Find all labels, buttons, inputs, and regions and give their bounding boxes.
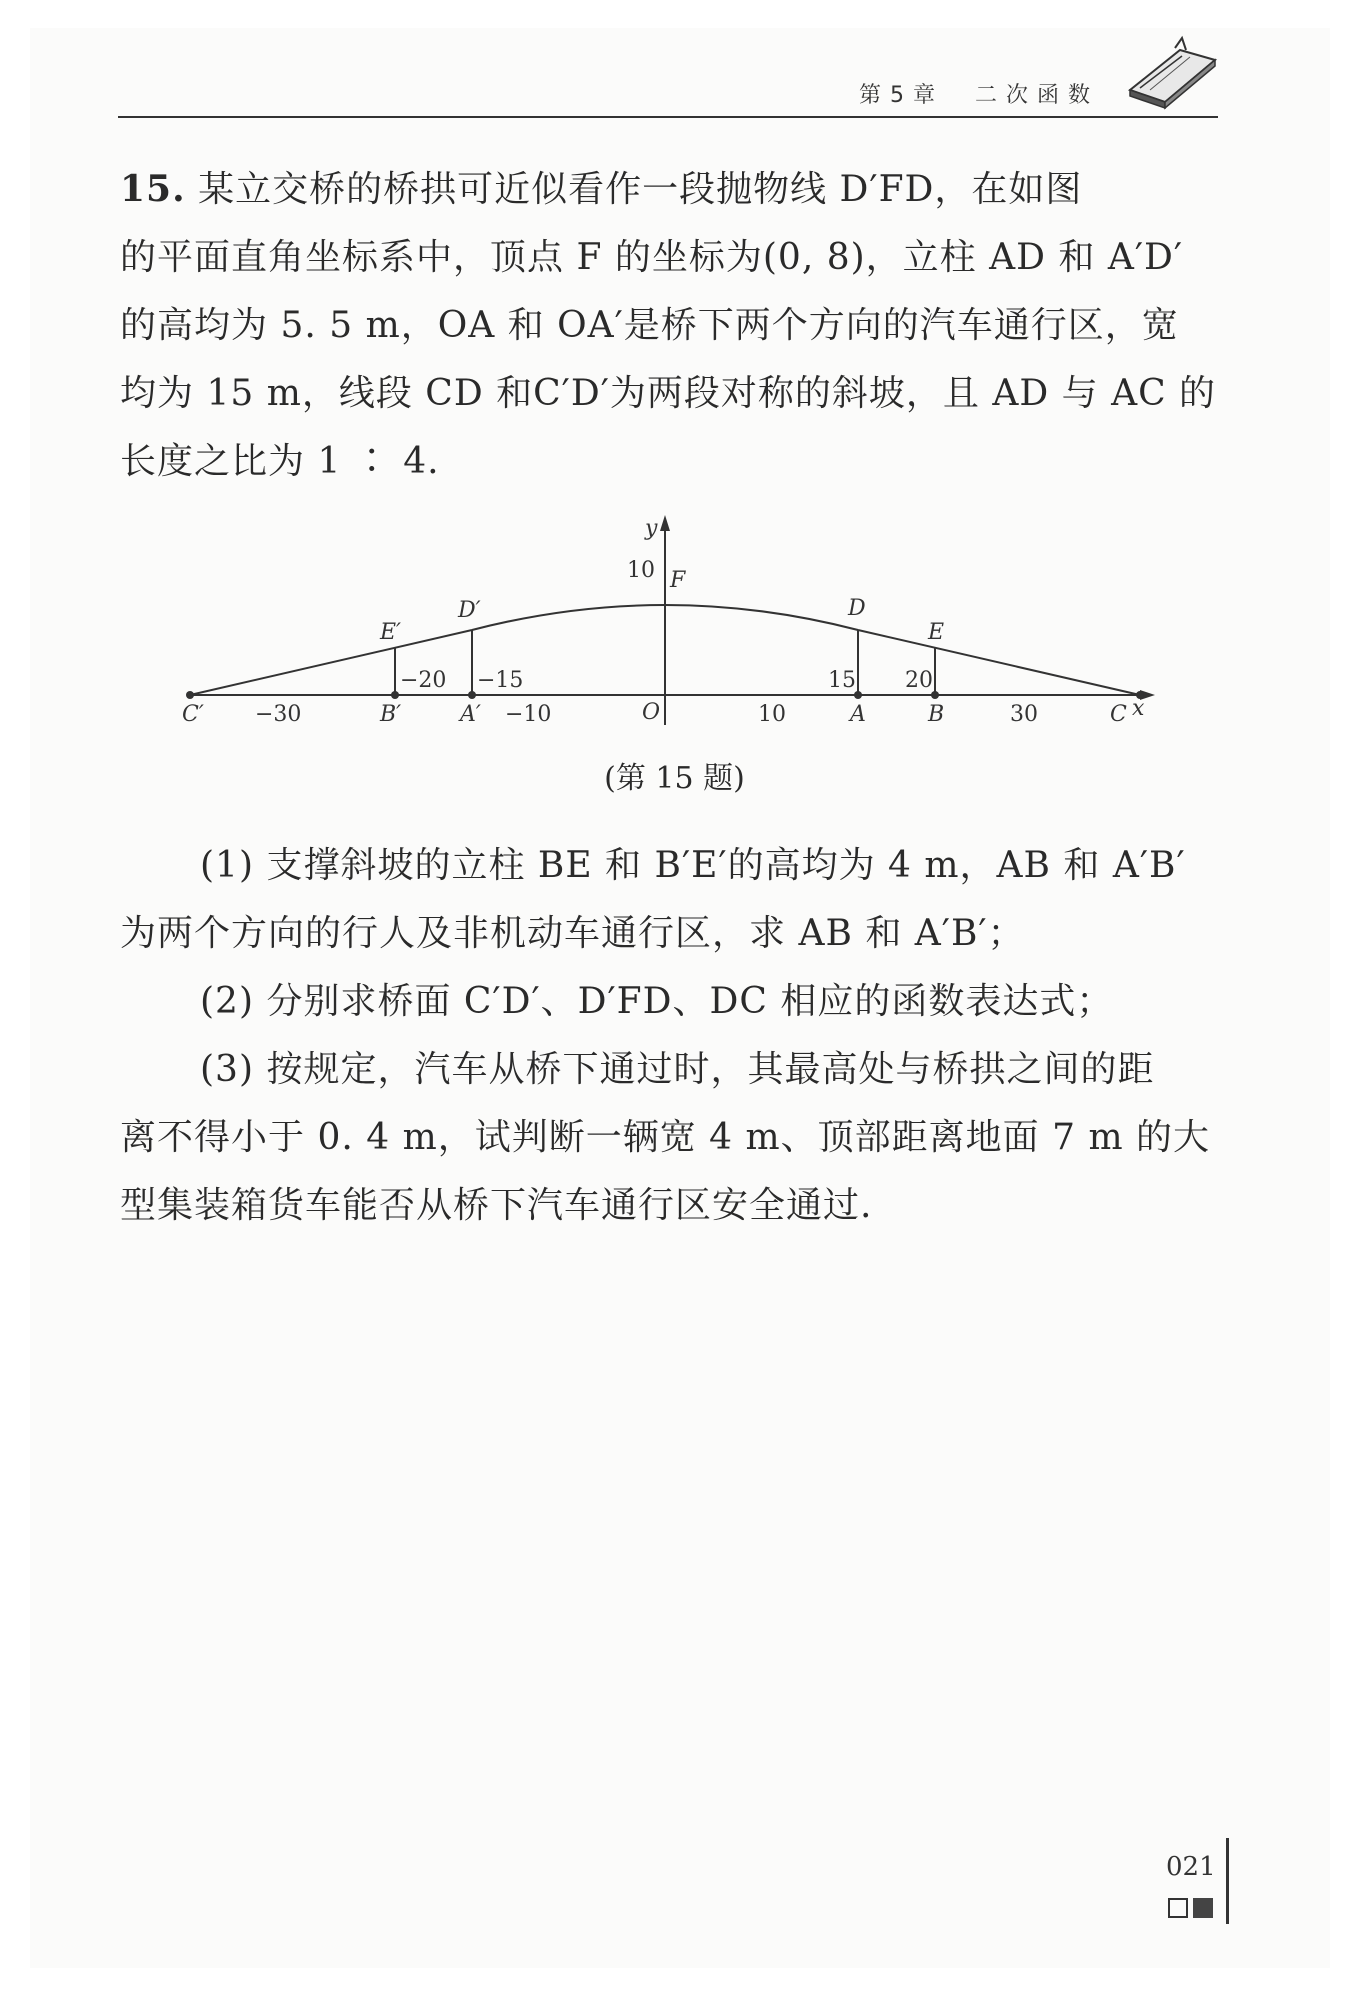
problem-statement [120,155,1220,496]
problem-line [120,155,1220,224]
page-number: 021 [1166,1852,1216,1882]
question-line: (1) 支撑斜坡的立柱 BE 和 B′E′的高均为 4 m，AB 和 A′B′ [200,845,1186,886]
x-tick-label: −30 [255,702,302,727]
x-tick-label: −20 [400,668,447,693]
question-line: (2) 分别求桥面 C′D′、D′FD、DC 相应的函数表达式； [200,981,1114,1022]
origin-label: O [642,700,661,725]
x-tick-label: 30 [1010,702,1038,727]
x-tick-label: 20 [905,668,933,693]
point-d-label: D [848,596,866,621]
problem-line: 的平面直角坐标系中，顶点 F 的坐标为(0, 8)，立柱 AD 和 A′D′ [120,237,1184,278]
book-icon [1120,30,1220,110]
point-b-prime-dot [391,691,399,699]
question-line: (3) 按规定，汽车从桥下通过时，其最高处与桥拱之间的距 [200,1049,1155,1090]
y-tick-label: 10 [627,558,655,583]
point-c-prime-dot [186,691,194,699]
point-a-prime-label: A′ [460,702,481,727]
x-tick-label: −15 [477,668,524,693]
problem-text: 某立交桥的桥拱可近似看作一段抛物线 D′FD，在如图 [198,169,1083,210]
question-line: 为两个方向的行人及非机动车通行区，求 AB 和 A′B′； [120,913,1025,954]
problem-line: 的高均为 5. 5 m，OA 和 OA′是桥下两个方向的汽车通行区，宽 [120,305,1179,346]
y-axis-arrow [660,515,670,531]
point-c-prime-label: C′ [182,702,204,727]
bridge-figure [180,515,1160,730]
empty-square-icon [1168,1898,1188,1918]
figure-caption: (第 15 题) [604,761,745,796]
point-a-prime-dot [468,691,476,699]
page-number-rule [1226,1838,1229,1924]
chapter-title: 第5章 二次函数 [859,83,1099,108]
header-rule [118,116,1218,118]
question-line: 离不得小于 0. 4 m，试判断一辆宽 4 m、顶部距离地面 7 m 的大 [120,1117,1211,1158]
x-axis-label: x [1132,696,1145,721]
y-axis-label: y [645,516,658,541]
slope-d-c [858,630,1140,695]
point-d-prime-label: D′ [458,598,481,623]
x-tick-label: 10 [758,702,786,727]
problem-number: 15. [120,168,186,210]
filled-square-icon [1193,1898,1213,1918]
point-f-label: F [670,568,686,593]
point-c-label: C [1110,702,1127,727]
question-line: 型集装箱货车能否从桥下汽车通行区安全通过. [120,1185,873,1226]
x-tick-label: 15 [828,668,856,693]
problem-line: 长度之比为 1 ∶ 4. [120,441,440,482]
point-a-label: A [850,702,866,727]
questions [120,832,1220,1240]
point-b-prime-label: B′ [380,702,402,727]
point-e-label: E [928,620,945,645]
point-b-label: B [928,702,945,727]
point-e-prime-label: E′ [380,620,402,645]
problem-line: 均为 15 m，线段 CD 和C′D′为两段对称的斜坡，且 AD 与 AC 的 [120,373,1217,414]
x-tick-label: −10 [505,702,552,727]
